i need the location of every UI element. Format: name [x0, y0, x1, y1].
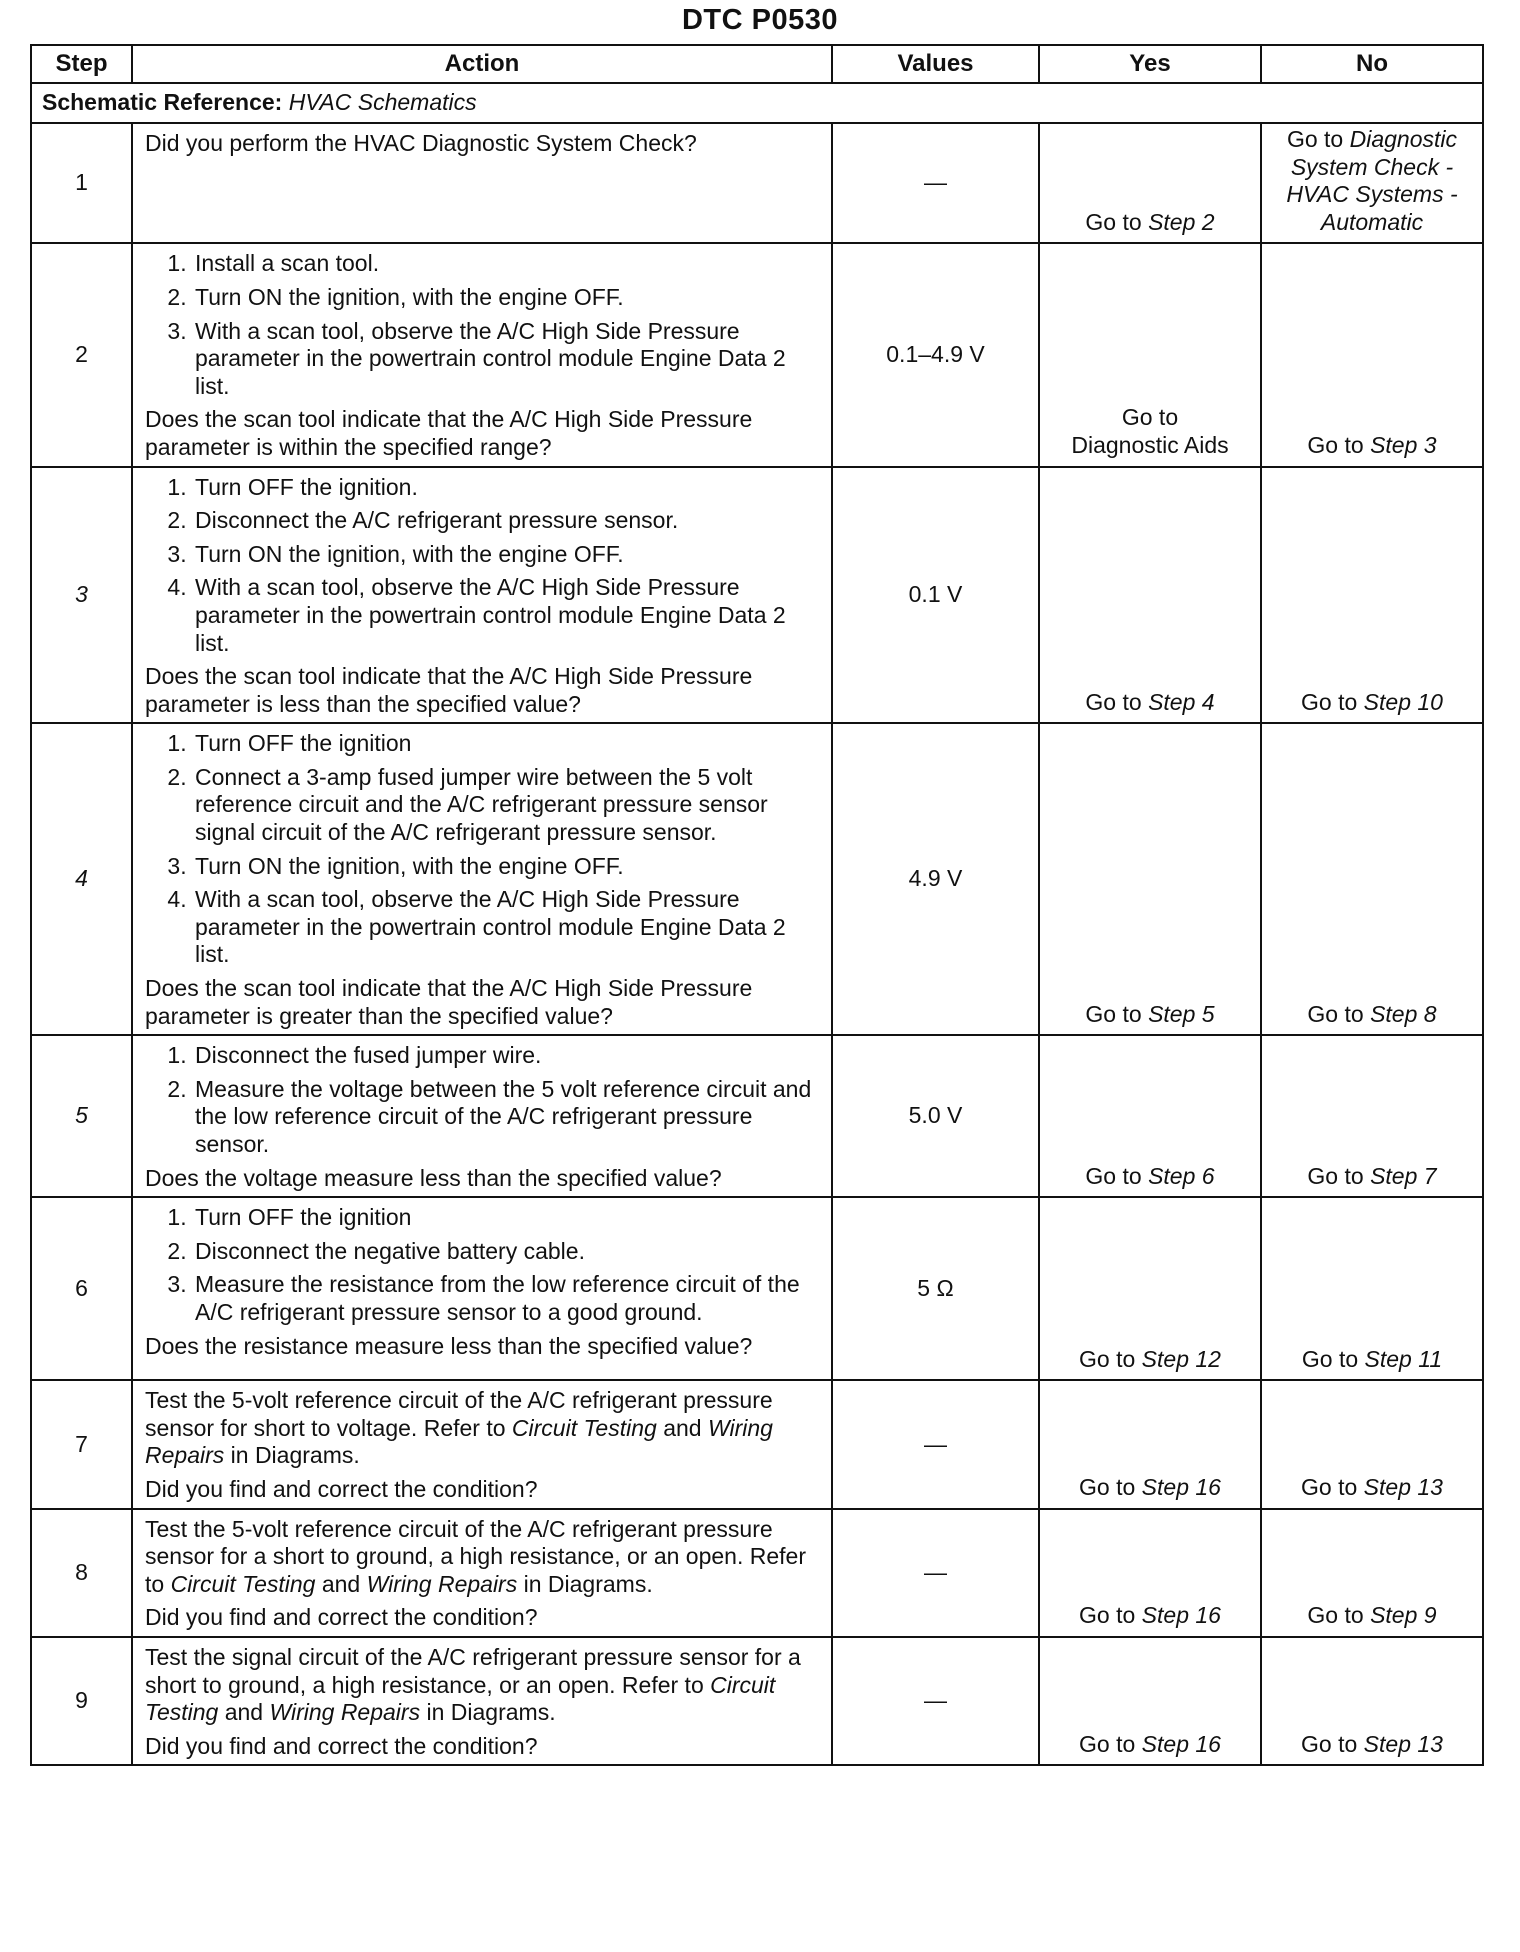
table-row: [31, 723, 1483, 1035]
step-number: 5: [31, 1035, 132, 1197]
instruction-item: 3. Turn ON the ignition, with the engine OFF.: [193, 541, 823, 569]
instruction-item: 4. With a scan tool, observe the A/C High Side Pressure parameter in the powertrain control module Engine Data 2 list.: [193, 886, 823, 969]
step-instructions: [145, 1204, 823, 1326]
no-cell[interactable]: [1261, 1035, 1483, 1197]
no-target-line[interactable]: HVAC Systems -: [1286, 181, 1458, 208]
yes-cell[interactable]: [1039, 1637, 1261, 1765]
table-row: [31, 1197, 1483, 1380]
and-label: and: [663, 1414, 702, 1441]
header-no: No: [1261, 45, 1483, 83]
yes-target[interactable]: Step 16: [1141, 1730, 1221, 1757]
action-cell: [132, 243, 832, 466]
instruction-item: 2. Disconnect the A/C refrigerant pressure sensor.: [193, 507, 823, 535]
go-to-label: Go to: [1085, 208, 1142, 235]
header-step: Step: [31, 45, 132, 83]
no-target-line[interactable]: Automatic: [1320, 208, 1424, 235]
schematic-row: [31, 83, 1483, 123]
value-cell: —: [832, 1509, 1039, 1637]
diagrams-label: Diagrams.: [547, 1570, 653, 1597]
yes-cell[interactable]: [1039, 243, 1261, 466]
action-cell: [132, 723, 832, 1035]
step-number: 2: [31, 243, 132, 466]
instruction-item: 2. Connect a 3-amp fused jumper wire between the 5 volt reference circuit and the A/C refrigerant pressure sensor signal circuit of the A/C refrigerant pressure sensor.: [193, 764, 823, 847]
action-cell: [132, 1035, 832, 1197]
no-target[interactable]: Diagnostic: [1349, 126, 1458, 152]
circuit-testing-link[interactable]: Circuit Testing: [145, 1671, 776, 1726]
no-cell[interactable]: [1261, 1637, 1483, 1765]
yes-target[interactable]: Step 2: [1148, 208, 1215, 235]
table-row: [31, 1035, 1483, 1197]
step-question: Does the scan tool indicate that the A/C High Side Pressure parameter is less than the specified value?: [145, 663, 753, 717]
yes-target[interactable]: Diagnostic Aids: [1071, 431, 1229, 458]
go-to-label: Go to: [1301, 1473, 1358, 1500]
go-to-label: Go to: [1301, 688, 1358, 715]
header-values: Values: [832, 45, 1039, 83]
go-to-label: Go to: [1079, 1345, 1136, 1372]
action-cell: [132, 123, 832, 243]
instruction-item: 1. Disconnect the fused jumper wire.: [193, 1042, 823, 1070]
step-number: 4: [31, 723, 132, 1035]
table-row: [31, 1380, 1483, 1508]
instruction-item: 3. Turn ON the ignition, with the engine OFF.: [193, 853, 823, 881]
step-question: Did you find and correct the condition?: [145, 1475, 538, 1502]
no-cell[interactable]: [1261, 1380, 1483, 1508]
no-cell[interactable]: [1261, 123, 1483, 243]
schematic-link[interactable]: HVAC Schematics: [288, 89, 477, 116]
action-cell: [132, 1380, 832, 1508]
yes-cell[interactable]: [1039, 467, 1261, 724]
go-to-label: Go to: [1079, 1730, 1136, 1757]
yes-cell[interactable]: [1039, 1380, 1261, 1508]
step-question: Does the scan tool indicate that the A/C High Side Pressure parameter is within the specified range?: [145, 406, 753, 460]
action-cell: [132, 1197, 832, 1380]
go-to-label: Go to: [1307, 1602, 1364, 1629]
go-to-label: Go to: [1307, 1000, 1364, 1027]
step-question: Does the voltage measure less than the specified value?: [145, 1164, 722, 1191]
instruction-item: 2. Measure the voltage between the 5 volt reference circuit and the low reference circuit of the A/C refrigerant pressure sensor.: [193, 1076, 823, 1159]
yes-target[interactable]: Step 5: [1148, 1000, 1215, 1027]
yes-target[interactable]: Step 12: [1141, 1345, 1221, 1372]
instruction-item: 2. Disconnect the negative battery cable.: [193, 1238, 823, 1266]
yes-target[interactable]: Step 16: [1141, 1473, 1221, 1500]
yes-target[interactable]: Step 6: [1148, 1162, 1215, 1189]
yes-cell[interactable]: [1039, 1197, 1261, 1380]
step-instructions: [145, 474, 823, 658]
no-target[interactable]: Step 8: [1370, 1000, 1437, 1027]
action-cell: [132, 1637, 832, 1765]
header-action: Action: [132, 45, 832, 83]
step-instructions: [145, 1042, 823, 1158]
diagrams-label: Diagrams.: [450, 1699, 556, 1726]
wiring-repairs-link[interactable]: Wiring Repairs: [269, 1699, 421, 1726]
table-row: [31, 467, 1483, 724]
instruction-item: 1. Turn OFF the ignition.: [193, 474, 823, 502]
go-to-label: Go to: [1307, 431, 1364, 458]
wiring-repairs-link[interactable]: Wiring Repairs: [366, 1570, 518, 1597]
page-title: DTC P0530: [681, 4, 838, 36]
action-cell: [132, 1509, 832, 1637]
go-to-label: Go to: [1085, 1162, 1142, 1189]
schematic-label: Schematic Reference:: [42, 89, 283, 116]
no-cell[interactable]: [1261, 723, 1483, 1035]
value-cell: 5.0 V: [832, 1035, 1039, 1197]
no-target[interactable]: Step 13: [1363, 1473, 1443, 1500]
value-cell: 0.1–4.9 V: [832, 243, 1039, 466]
table-row: [31, 1509, 1483, 1637]
diagnostic-table: [30, 44, 1484, 1766]
step-description: Test the 5-volt reference circuit of the A/C refrigerant pressure sensor for a short to ground, a high resistance, or an open.: [145, 1515, 773, 1570]
step-question: Does the resistance measure less than the specified value?: [145, 1332, 753, 1359]
step-number: 7: [31, 1380, 132, 1508]
no-target[interactable]: Step 11: [1364, 1345, 1443, 1372]
value-cell: 4.9 V: [832, 723, 1039, 1035]
go-to-label: Go to: [1121, 404, 1179, 431]
table-row: [31, 1637, 1483, 1765]
value-cell: —: [832, 123, 1039, 243]
no-target[interactable]: Step 9: [1370, 1602, 1437, 1629]
table-row: [31, 123, 1483, 243]
no-cell[interactable]: [1261, 1509, 1483, 1637]
go-to-label: Go to: [1307, 1162, 1364, 1189]
in-label: in: [426, 1699, 445, 1726]
refer-label: Refer to: [145, 1543, 806, 1597]
no-target[interactable]: Step 13: [1363, 1730, 1443, 1757]
instruction-item: 4. With a scan tool, observe the A/C High Side Pressure parameter in the powertrain control module Engine Data 2 list.: [193, 574, 823, 657]
instruction-item: 3. With a scan tool, observe the A/C High Side Pressure parameter in the powertrain control module Engine Data 2 list.: [193, 318, 823, 401]
value-cell: 0.1 V: [832, 467, 1039, 724]
step-instructions: [145, 730, 823, 969]
circuit-testing-link[interactable]: Circuit Testing: [170, 1570, 316, 1597]
refer-label: Refer to: [423, 1414, 506, 1441]
instruction-item: 1. Install a scan tool.: [193, 250, 823, 278]
value-cell: 5 Ω: [832, 1197, 1039, 1380]
and-label: and: [321, 1570, 361, 1597]
yes-cell[interactable]: [1039, 1509, 1261, 1637]
no-cell[interactable]: [1261, 467, 1483, 724]
no-target[interactable]: Step 7: [1370, 1162, 1437, 1189]
instruction-item: 2. Turn ON the ignition, with the engine OFF.: [193, 284, 823, 312]
step-description: Test the signal circuit of the A/C refrigerant pressure sensor for a short to ground, a high resistance, or an open.: [145, 1643, 801, 1698]
in-label: in: [523, 1570, 542, 1597]
go-to-label: Go to: [1079, 1602, 1136, 1629]
go-to-label: Go to: [1301, 1345, 1359, 1372]
yes-target[interactable]: Step 16: [1141, 1602, 1221, 1629]
step-question: Did you find and correct the condition?: [145, 1604, 538, 1631]
no-cell[interactable]: [1261, 1197, 1483, 1380]
action-cell: [132, 467, 832, 724]
instruction-item: 1. Turn OFF the ignition: [193, 730, 823, 758]
no-cell[interactable]: [1261, 243, 1483, 466]
step-text: [145, 1387, 823, 1470]
circuit-testing-link[interactable]: Circuit Testing: [511, 1414, 657, 1441]
schematic-reference: [31, 83, 1483, 123]
step-number: 8: [31, 1509, 132, 1637]
in-diagrams-label: in Diagrams.: [230, 1442, 360, 1469]
refer-label: Refer to: [621, 1671, 704, 1698]
go-to-label: Go to: [1085, 688, 1142, 715]
go-to-label: Go to: [1079, 1473, 1136, 1500]
header-yes: Yes: [1039, 45, 1261, 83]
value-cell: —: [832, 1380, 1039, 1508]
step-text: [145, 1516, 823, 1599]
yes-cell[interactable]: [1039, 1035, 1261, 1197]
go-to-label: Go to: [1286, 126, 1344, 152]
step-number: 6: [31, 1197, 132, 1380]
no-target[interactable]: Step 3: [1370, 431, 1437, 458]
instruction-item: 3. Measure the resistance from the low reference circuit of the A/C refrigerant pressure sensor to a good ground.: [193, 1271, 823, 1326]
step-instructions: [145, 250, 823, 400]
step-number: 1: [31, 123, 132, 243]
table-row: [31, 243, 1483, 466]
yes-target[interactable]: Step 4: [1148, 688, 1215, 715]
step-question: Does the scan tool indicate that the A/C High Side Pressure parameter is greater than the specified value?: [145, 975, 753, 1029]
go-to-label: Go to: [1085, 1000, 1142, 1027]
step-description: Test the 5-volt reference circuit of the A/C refrigerant pressure sensor for short to voltage.: [145, 1387, 773, 1441]
yes-cell[interactable]: [1039, 723, 1261, 1035]
step-number: 3: [31, 467, 132, 724]
wiring-repairs-link[interactable]: Wiring Repairs: [145, 1414, 773, 1469]
no-target[interactable]: Step 10: [1363, 688, 1443, 715]
and-label: and: [224, 1699, 264, 1726]
no-target-line[interactable]: System Check -: [1290, 153, 1454, 180]
step-question: Did you find and correct the condition?: [145, 1732, 538, 1759]
step-question: Did you perform the HVAC Diagnostic System Check?: [145, 130, 697, 156]
go-to-label: Go to: [1301, 1730, 1358, 1757]
yes-cell[interactable]: [1039, 123, 1261, 243]
value-cell: —: [832, 1637, 1039, 1765]
header-row: [31, 45, 1483, 83]
step-number: 9: [31, 1637, 132, 1765]
step-text: [145, 1644, 823, 1727]
instruction-item: 1. Turn OFF the ignition: [193, 1204, 823, 1232]
